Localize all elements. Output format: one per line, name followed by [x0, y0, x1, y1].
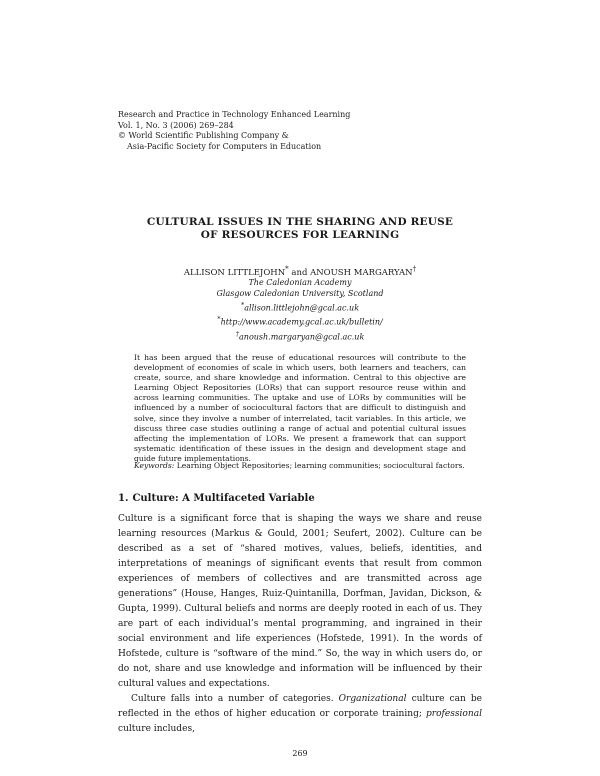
paper-title [0, 216, 600, 242]
section-title: Culture: A Multifaceted Variable [132, 493, 315, 504]
institution: The Caledonian Academy [248, 278, 352, 287]
emphasis-term: Organizational [338, 694, 407, 704]
title-line-2: OF RESOURCES FOR LEARNING [200, 229, 400, 241]
section-heading [118, 493, 315, 505]
url-line [0, 314, 600, 328]
footnote-mark: † [235, 329, 240, 338]
author-name: ALLISON LITTLEJOHN [183, 267, 286, 278]
keywords-label: Keywords: [134, 461, 175, 470]
journal-volume: Vol. 1, No. 3 (2006) 269–284 [118, 120, 234, 130]
paragraph-text: culture can be reflected in the ethos of higher education or corporate training; [118, 694, 482, 719]
keywords-list: Learning Object Repositories; learning communities; sociocultural factors. [174, 461, 465, 470]
paragraph-text: culture includes, [118, 724, 195, 734]
author-conjunction: and [288, 267, 311, 278]
author-name: ANOUSH MARGARYAN [310, 267, 413, 278]
journal-name: Research and Practice in Technology Enhanced Learning [118, 110, 351, 119]
page-number: 269 [292, 749, 308, 758]
email-line [0, 300, 600, 314]
abstract [134, 353, 466, 464]
author-footnote-mark: * [285, 264, 289, 273]
section-number: 1. [118, 493, 129, 504]
author-footnote-mark: † [412, 264, 417, 273]
footnote-mark: * [217, 315, 221, 324]
copyright-society: Asia-Pacific Society for Computers in Education [127, 141, 322, 151]
author-email[interactable]: anoush.margaryan@gcal.ac.uk [239, 332, 365, 342]
copyright-line: © World Scientific Publishing Company & [118, 131, 289, 140]
journal-info [118, 110, 350, 152]
author-list [0, 263, 600, 279]
academy-url[interactable]: http://www.academy.gcal.ac.uk/bulletin/ [220, 317, 383, 327]
keywords [134, 461, 466, 471]
email-line [0, 329, 600, 343]
university: Glasgow Caledonian University, Scotland [216, 288, 384, 298]
paragraph [118, 692, 482, 737]
paragraph: Culture is a significant force that is shaping the ways we share and reuse learning resources (Markus & Gould, 2001; Seufert, 2002). Culture can be described as a set of “shared motives, values, beliefs, identities, and interpretations of meanings of significant events that result from common experiences of members of collectives and are transmitted across age generations” (House, Hanges, Ruiz-Quintanilla, Dorfman, Javidan, Dickson, & Gupta, 1999). Cultural beliefs and norms are deeply rooted in each of us. They are part of each individual’s mental programming, and ingrained in their social environment and life experiences (Hofstede, 1991). In the words of Hofstede, culture is “software of the mind.” So, the way in which users do, or do not, share and use knowledge and information will be influenced by their cultural values and expectations. [118, 514, 482, 689]
body-text [118, 512, 482, 737]
author-email[interactable]: allison.littlejohn@gcal.ac.uk [244, 303, 360, 313]
footnote-mark: * [240, 300, 245, 309]
paragraph-text: Culture falls into a number of categories. [131, 694, 339, 704]
affiliation-block [0, 278, 600, 343]
abstract-text: It has been argued that the reuse of educational resources will contribute to the development of economies of scale in which users, both learners and teachers, can create, source, and share knowledge and information. Central to this objective are Learning Object Repositories (LORs) that can support resource reuse within and across learning communities. The uptake and use of LORs by communities will be influenced by a number of sociocultural factors that are difficult to distinguish and solve, since they involve a number of interrelated, tacit variables. In this article, we discuss three case studies outlining a range of actual and potential cultural issues affecting the implementation of LORs. We present a framework that can support systematic identification of these issues in the design and development stage and guide future implementations. [134, 353, 466, 463]
title-line-1: CULTURAL ISSUES IN THE SHARING AND REUSE [146, 216, 454, 228]
emphasis-term: professional [425, 709, 482, 719]
